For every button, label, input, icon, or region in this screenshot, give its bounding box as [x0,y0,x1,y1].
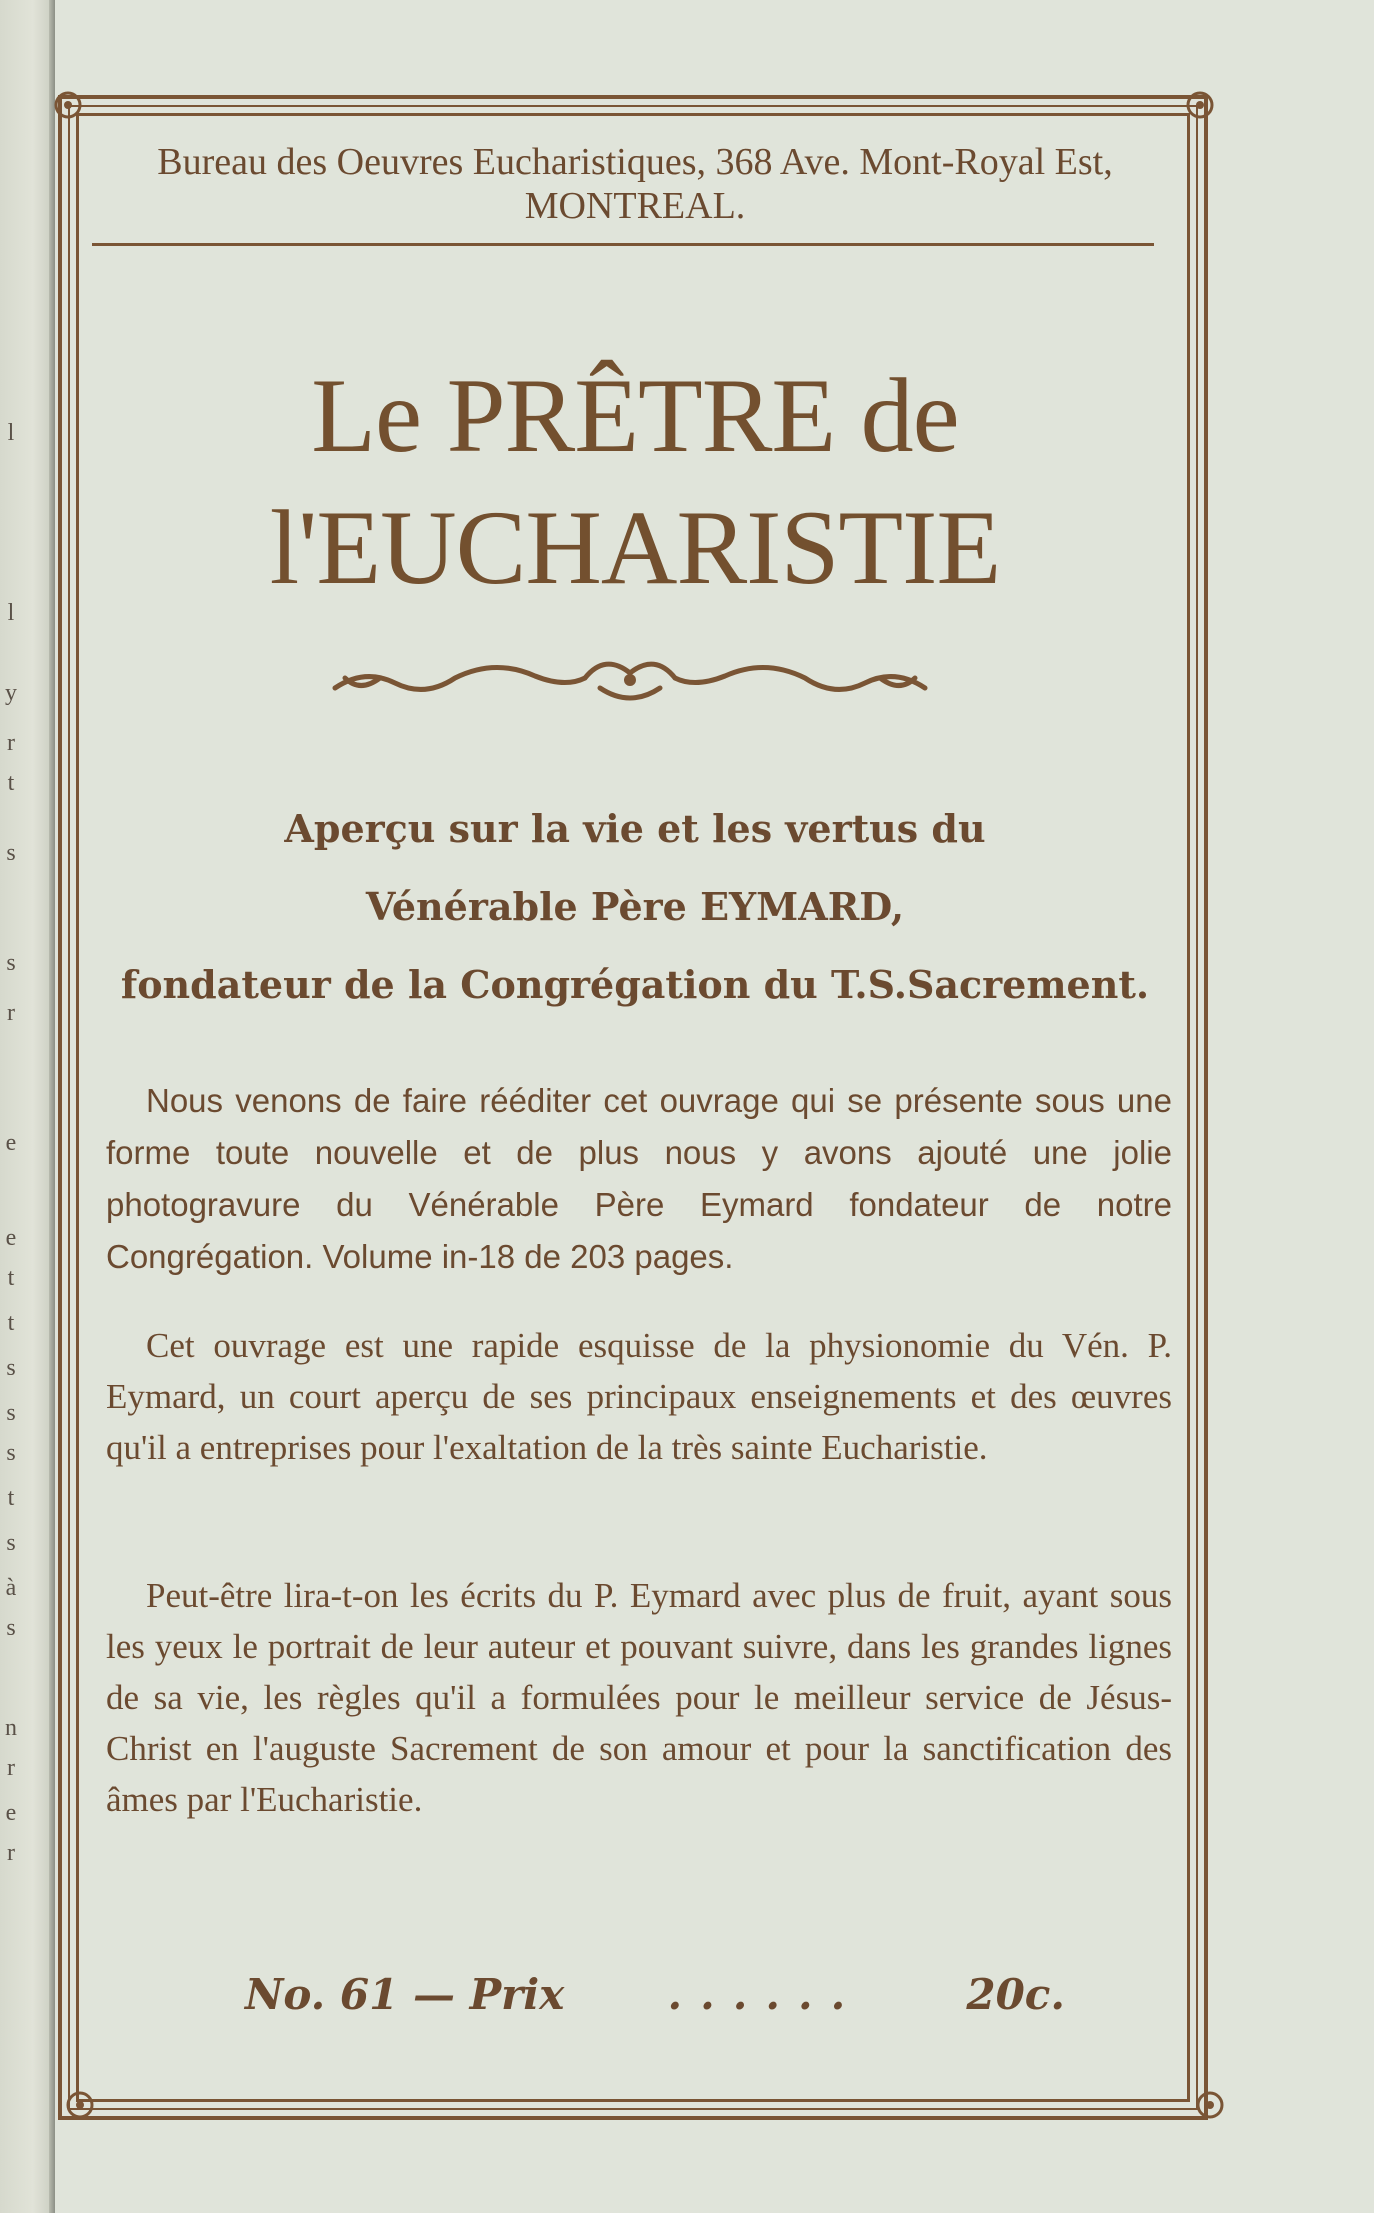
adjacent-page-letter: r [7,1000,15,1026]
adjacent-page-letter: t [7,770,15,796]
paragraph-2-text: Cet ouvrage est une rapide esquisse de la physionomie du Vén. P. Eymard, un court aperçu de ses principaux enseignements et des œuvres qu'il a entreprises pour l'exaltation de la très sainte Eucharistie. [106,1326,1172,1467]
publisher-city: MONTREAL. [524,185,746,227]
adjacent-page-letter: s [6,1440,16,1466]
corner-ornament-bottom-right [1190,2085,1230,2125]
adjacent-page-letter: r [7,1840,15,1866]
publisher-header [90,140,1180,228]
corner-ornament-top-left [48,85,88,125]
price-amount: 20c. [966,1970,1065,2019]
corner-ornament-top-right [1180,85,1220,125]
price-leader-dots: ...... [667,1970,864,2019]
book-subtitle [90,790,1180,1024]
adjacent-page-letter: e [5,1130,17,1156]
adjacent-page-letter: e [5,1800,17,1826]
book-title [90,350,1180,614]
adjacent-page-letter: t [7,1265,15,1291]
adjacent-page-letter: t [7,1485,15,1511]
subtitle-line-1: Aperçu sur la vie et les vertus du [284,806,986,851]
subtitle-line-3: fondateur de la Congrégation du T.S.Sacrement. [120,962,1150,1007]
corner-ornament-bottom-left [60,2085,100,2125]
adjacent-page-letter: s [6,1615,16,1641]
paragraph-1-text: Nous venons de faire rééditer cet ouvrage qui se présente sous une forme toute nouvelle et de plus nous y avons ajouté une jolie photogravure du Vénérable Père Eymard fondateur de notre Congrégation. Volume in-18 de 203 pages. [106,1082,1172,1275]
adjacent-page-letter: s [6,840,16,866]
adjacent-page-letter: y [5,680,17,706]
adjacent-page-letter: s [6,1355,16,1381]
adjacent-page-letter: n [5,1715,17,1741]
adjacent-page-letter: s [6,950,16,976]
adjacent-page-letter: l [7,420,15,446]
price-line [245,1970,1065,2019]
paragraph-3 [106,1570,1172,1825]
title-line-1: Le PRÊTRE de [311,357,959,474]
subtitle-line-2: Vénérable Père EYMARD, [365,884,905,929]
decorative-flourish [325,648,935,708]
adjacent-page-letter: r [7,1755,15,1781]
paragraph-2 [106,1320,1172,1473]
adjacent-page-letter: à [5,1575,17,1601]
catalog-number: No. 61 — Prix [245,1970,565,2019]
adjacent-page-letter: s [6,1530,16,1556]
adjacent-page-letter: l [7,600,15,626]
adjacent-page-letter: s [6,1400,16,1426]
header-divider [92,243,1154,246]
paragraph-1 [106,1075,1172,1283]
title-line-2: l'EUCHARISTIE [269,489,1001,606]
publisher-address: Bureau des Oeuvres Eucharistiques, 368 Ave. Mont-Royal Est, [157,141,1113,183]
adjacent-page-letter: t [7,1310,15,1336]
adjacent-page-letter: r [7,730,15,756]
adjacent-page-edge [0,0,55,2213]
paragraph-3-text: Peut-être lira-t-on les écrits du P. Eymard avec plus de fruit, ayant sous les yeux le portrait de leur auteur et pouvant suivre, dans les grandes lignes de sa vie, les règles qu'il a formulées pour le meilleur service de Jésus-Christ en l'auguste Sacrement de son amour et pour la sanctification des âmes par l'Eucharistie. [106,1576,1172,1819]
adjacent-page-letter: e [5,1225,17,1251]
